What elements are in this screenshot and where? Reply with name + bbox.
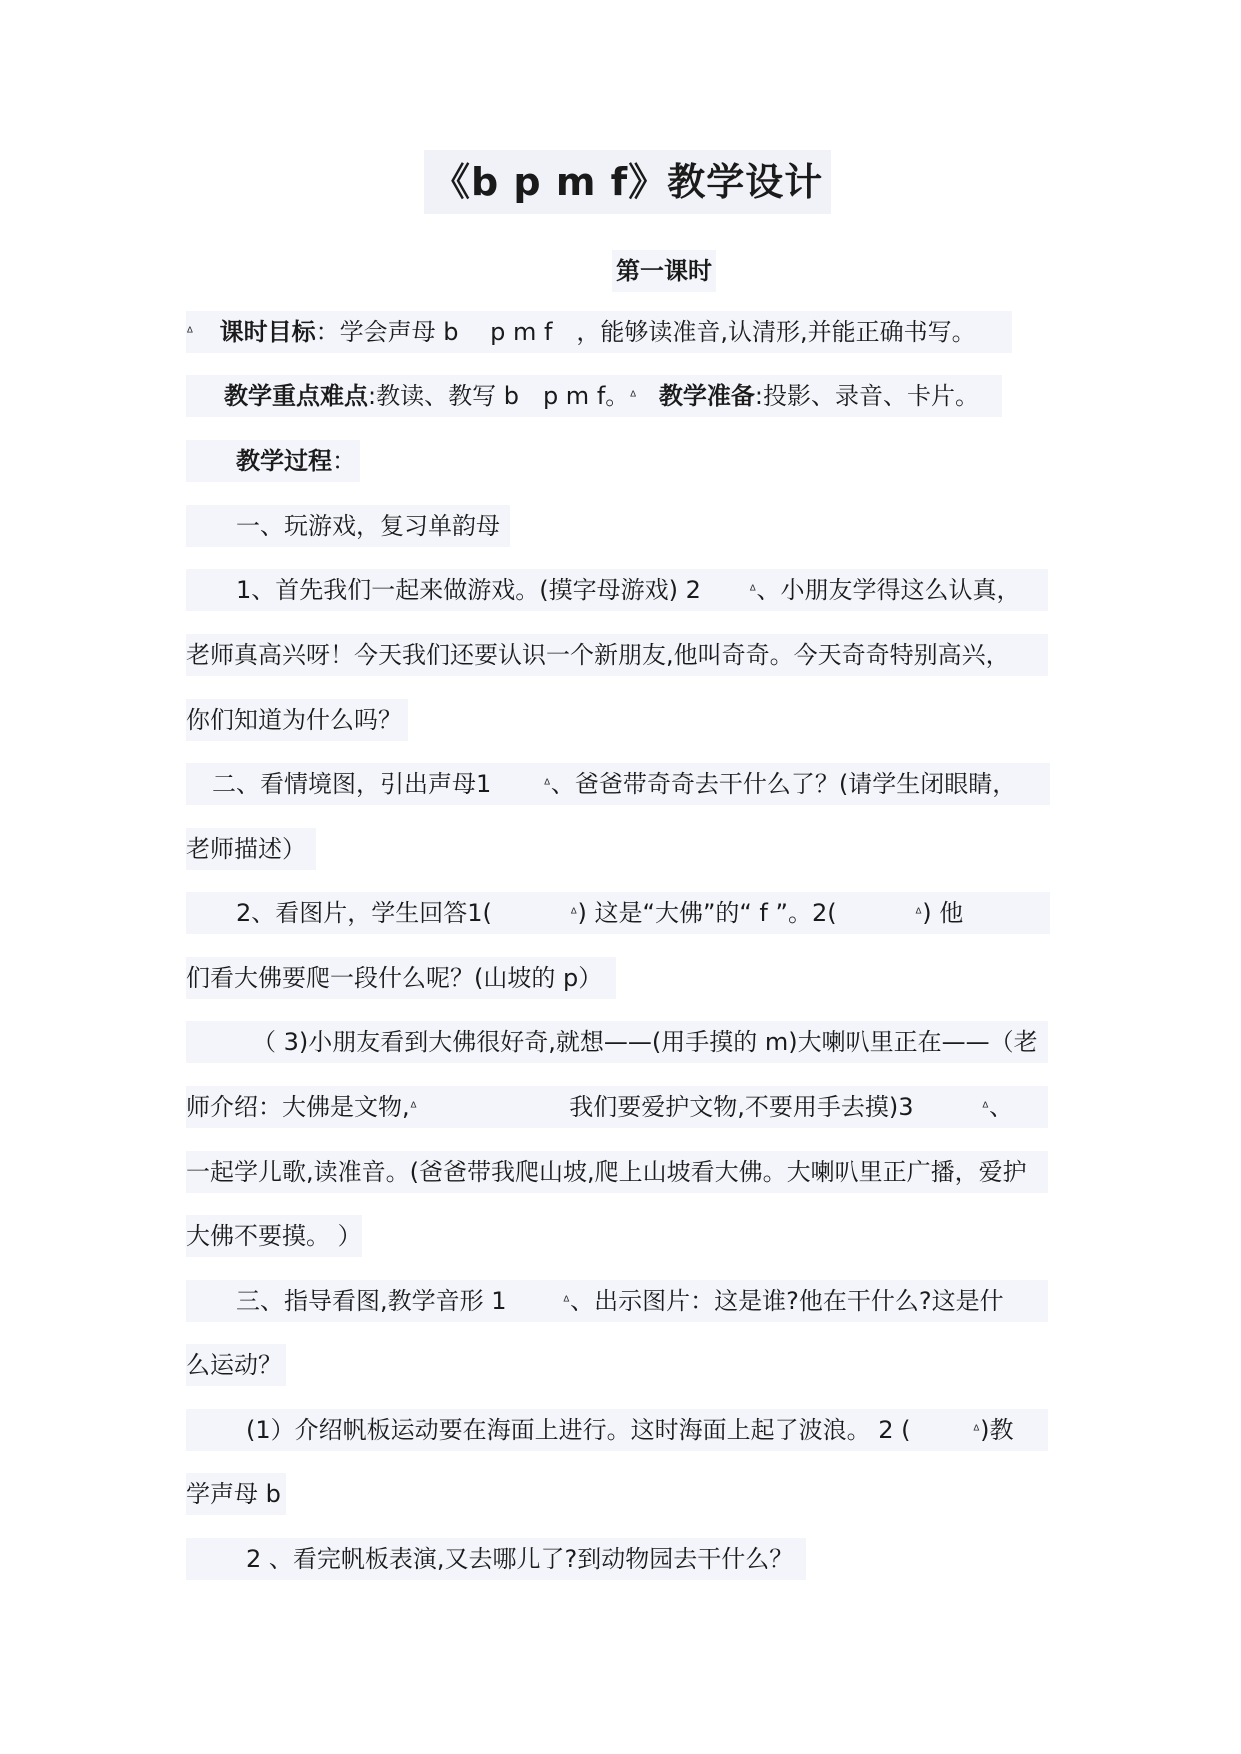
- prep-text: :投影、录音、卡片。: [754, 382, 979, 410]
- prep-label: 教学准备: [658, 382, 755, 410]
- paragraph-mark-icon: ᐞ: [543, 777, 551, 793]
- document-title: 《b p m f》教学设计: [424, 150, 831, 214]
- text-run: ) 这是“大佛”的“ f ”。2(: [577, 899, 837, 927]
- process-colon: ：: [332, 447, 356, 475]
- lesson-subtitle: 第一课时: [612, 250, 716, 292]
- paragraph-mark-icon: ᐞ: [914, 906, 923, 922]
- section-heading: [186, 763, 1050, 805]
- body-line: （ 3)小朋友看到大佛很好奇,就想——(用手摸的 m)大喇叭里正在——（老: [186, 1021, 1048, 1063]
- text-run: 师介绍：大佛是文物,: [186, 1093, 410, 1121]
- paragraph-mark-icon: ᐞ: [186, 325, 194, 341]
- body-line: 你们知道为什么吗？: [186, 699, 408, 741]
- text-run: 1、首先我们一起来做游戏。(摸字母游戏) 2: [236, 576, 701, 604]
- goal-label: 课时目标: [219, 318, 316, 346]
- body-line: 大佛不要摸。 ）: [186, 1215, 362, 1257]
- goal-text: ：学会声母 b p m f ，能够读准音,认清形,并能正确书写。: [315, 318, 976, 346]
- section-heading: 一、玩游戏，复习单韵母: [186, 505, 510, 547]
- text-run: 、小朋友学得这么认真，: [756, 576, 1021, 604]
- key-points-label: 教学重点难点: [224, 382, 368, 410]
- section-heading: [186, 1280, 1048, 1322]
- text-run: 、爸爸带奇奇去干什么了？(请学生闭眼睛，: [550, 770, 1017, 798]
- goal-line: [186, 311, 1012, 353]
- body-line: 么运动？: [186, 1344, 286, 1386]
- key-points-line: [186, 375, 1002, 417]
- text-run: 二、看情境图，引出声母1: [212, 770, 492, 798]
- paragraph-mark-icon: ᐞ: [562, 1294, 571, 1310]
- process-label: 教学过程: [236, 447, 332, 475]
- body-line: 们看大佛要爬一段什么呢？(山坡的 p）: [186, 957, 616, 999]
- body-line: 老师描述）: [186, 828, 316, 870]
- text-run: 我们要爱护文物,不要用手去摸)3: [569, 1093, 914, 1121]
- body-line: 一起学儿歌,读准音。(爸爸带我爬山坡,爬上山坡看大佛。大喇叭里正广播，爱护: [186, 1151, 1048, 1193]
- text-run: (1）介绍帆板运动要在海面上进行。这时海面上起了波浪。 2 (: [246, 1416, 911, 1444]
- body-line: [186, 892, 1050, 934]
- body-line: 老师真高兴呀！今天我们还要认识一个新朋友,他叫奇奇。今天奇奇特别高兴，: [186, 634, 1048, 676]
- paragraph-mark-icon: ᐞ: [629, 389, 637, 405]
- key-points-text: :教读、教写 b p m f。: [368, 382, 630, 410]
- text-run: 、出示图片：这是谁?他在干什么?这是什: [570, 1287, 1004, 1315]
- text-run: 、: [989, 1093, 1014, 1121]
- process-heading: [186, 440, 360, 482]
- text-run: 三、指导看图,教学音形 1: [236, 1287, 507, 1315]
- body-line: [186, 569, 1048, 611]
- body-line: 学声母 b: [186, 1473, 286, 1515]
- paragraph-mark-icon: ᐞ: [981, 1100, 990, 1116]
- text-run: 2、看图片，学生回答1(: [236, 899, 492, 927]
- text-run: )教: [980, 1416, 1014, 1444]
- paragraph-mark-icon: ᐞ: [569, 906, 578, 922]
- body-line: [186, 1409, 1048, 1451]
- body-line: [186, 1086, 1048, 1128]
- text-run: ) 他: [922, 899, 964, 927]
- paragraph-mark-icon: ᐞ: [748, 583, 757, 599]
- paragraph-mark-icon: ᐞ: [409, 1100, 418, 1116]
- paragraph-mark-icon: ᐞ: [972, 1423, 981, 1439]
- body-line: 2 、看完帆板表演,又去哪儿了?到动物园去干什么？: [186, 1538, 806, 1580]
